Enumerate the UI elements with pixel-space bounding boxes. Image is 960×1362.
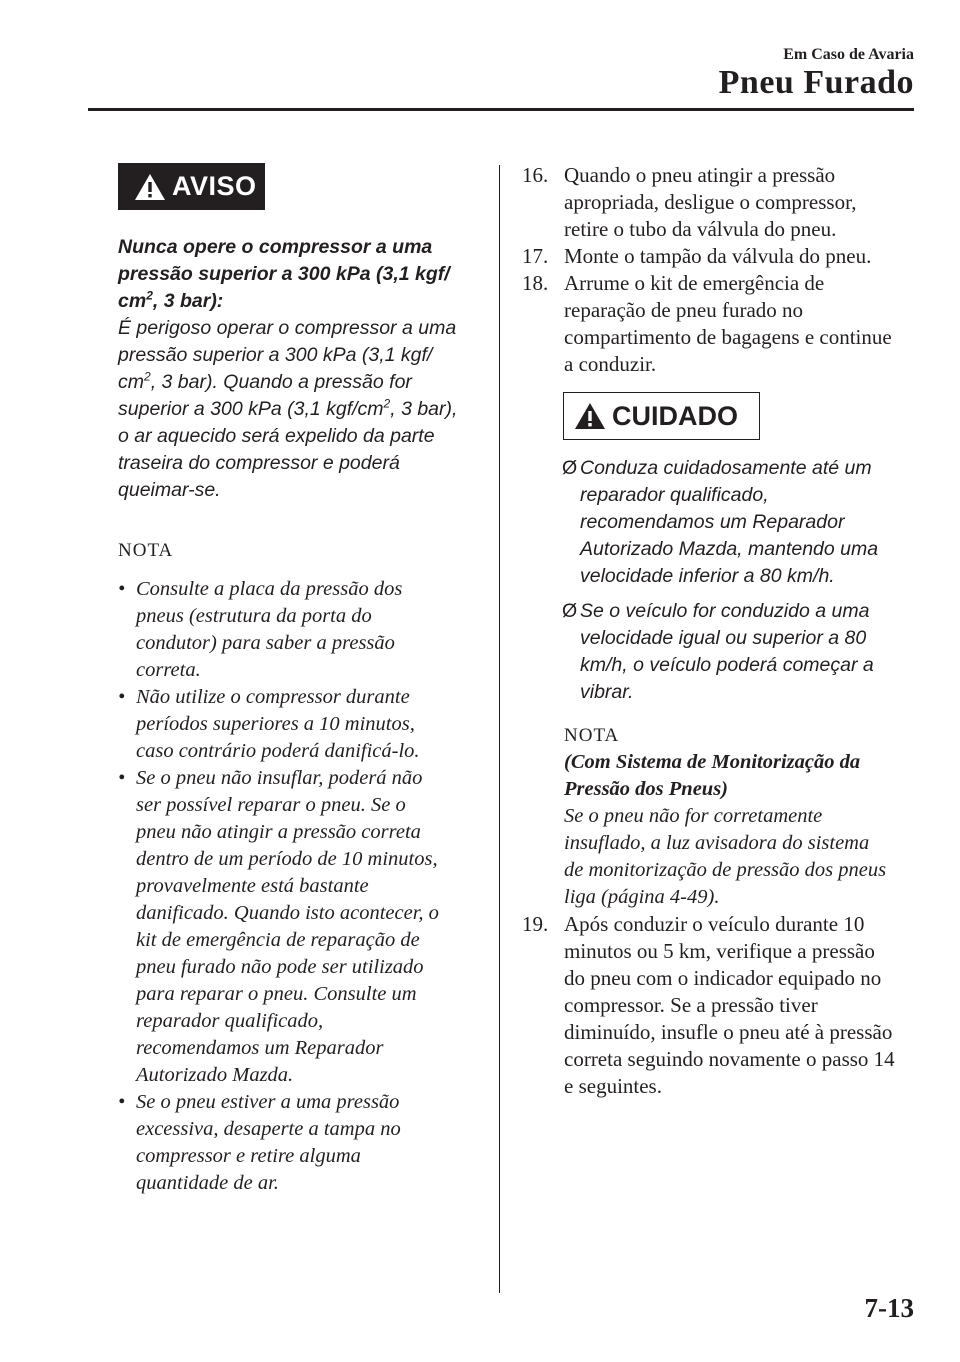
list-item: • Se o pneu não insuflar, poderá não ser possível reparar o pneu. Se o pneu não atingir a pressão correta dentro de um período de 10 minutos, provavelmente está bastante danificado. Quando isto acontecer, o kit de emergência de reparação de pneu furado não pode ser utilizado para reparar o pneu. Consulte um reparador qualificado, recomendamos um Reparador Autorizado Mazda.: [118, 767, 439, 1086]
note-list: [116, 576, 481, 1197]
note-heading: NOTA: [118, 540, 174, 561]
bullet-icon: •: [118, 767, 126, 789]
page-title: Pneu Furado: [718, 64, 914, 101]
warning-badge: [118, 163, 265, 210]
list-item: Ø Se o veículo for conduzido a uma velocidade igual ou superior a 80 km/h, o veículo poderá começar a vibrar.: [562, 600, 874, 703]
warning-heading: Nunca opere o compressor a uma pressão superior a 300 kPa (3,1 kgf/ $cm^2$, 3 bar):: [118, 236, 450, 312]
list-item: • Não utilize o compressor durante períodos superiores a 10 minutos, caso contrário poderá danificá-lo.: [118, 686, 420, 762]
bullet-icon: •: [118, 1091, 126, 1113]
warning-triangle-icon: [134, 173, 166, 201]
list-item: 16. Quando o pneu atingir a pressão apropriada, desligue o compressor, retire o tubo da válvula do pneu.: [522, 163, 857, 241]
steps-list-2: [522, 911, 922, 1100]
step-number: 16.: [522, 163, 549, 187]
list-item: • Se o pneu estiver a uma pressão excessiva, desaperte a tampa no compressor e retire alguma quantidade de ar.: [118, 1091, 401, 1194]
step-number: 19.: [522, 912, 549, 936]
warning-body: É perigoso operar o compressor a uma pressão superior a 300 kPa (3,1 kgf/ $cm^2$, 3 bar). Quando a pressão for superior a 300 kPa (3,1 kgf/$cm^2$, 3 bar), o ar aquecido será expelido da parte traseira do compressor e poderá queimar-se.: [118, 317, 458, 501]
list-item: 17. Monte o tampão da válvula do pneu.: [522, 244, 872, 268]
page-reference: liga (página 4-49).: [564, 886, 720, 908]
warning-triangle-icon: [574, 402, 606, 430]
header-rule: [88, 108, 914, 111]
page-number: 7-13: [864, 1293, 914, 1323]
warning-label: AVISO: [172, 171, 257, 201]
arrow-bullet-icon: Ø: [562, 600, 578, 622]
bullet-icon: •: [118, 578, 126, 600]
step-number: 18.: [522, 271, 549, 295]
column-divider: [499, 165, 500, 1293]
list-item: • Consulte a placa da pressão dos pneus (estrutura da porta do condutor) para saber a pressão correta.: [118, 578, 403, 681]
note-subheading: (Com Sistema de Monitorização da Pressão dos Pneus): [564, 751, 861, 800]
arrow-bullet-icon: Ø: [562, 457, 578, 479]
list-item: 19. Após conduzir o veículo durante 10 minutos ou 5 km, verifique a pressão do pneu com o indicador equipado no compressor. Se a pressão tiver diminuído, insufle o pneu até à pressão correta seguindo novamente o passo 14 e seguintes.: [522, 912, 895, 1098]
caution-list: [562, 455, 912, 714]
caution-label: CUIDADO: [612, 400, 738, 431]
note-heading: NOTA: [564, 725, 620, 746]
step-number: 17.: [522, 244, 549, 268]
steps-list: [522, 162, 922, 378]
warning-text: [118, 234, 478, 504]
list-item: Ø Conduza cuidadosamente até um reparador qualificado, recomendamos um Reparador Autorizado Mazda, mantendo uma velocidade inferior a 80 km/h.: [562, 457, 879, 587]
note-2: NOTA (Com Sistema de Monitorização da Pressão dos Pneus) Se o pneu não for corretamente insuflado, a luz avisadora do sistema de monitorização de pressão dos pneus liga (página 4-49).: [564, 722, 924, 911]
section-title: Em Caso de Avaria: [783, 46, 914, 63]
caution-badge: [563, 392, 760, 440]
bullet-icon: •: [118, 686, 126, 708]
list-item: 18. Arrume o kit de emergência de reparação de pneu furado no compartimento de bagagens e continue a conduzir.: [522, 271, 892, 376]
